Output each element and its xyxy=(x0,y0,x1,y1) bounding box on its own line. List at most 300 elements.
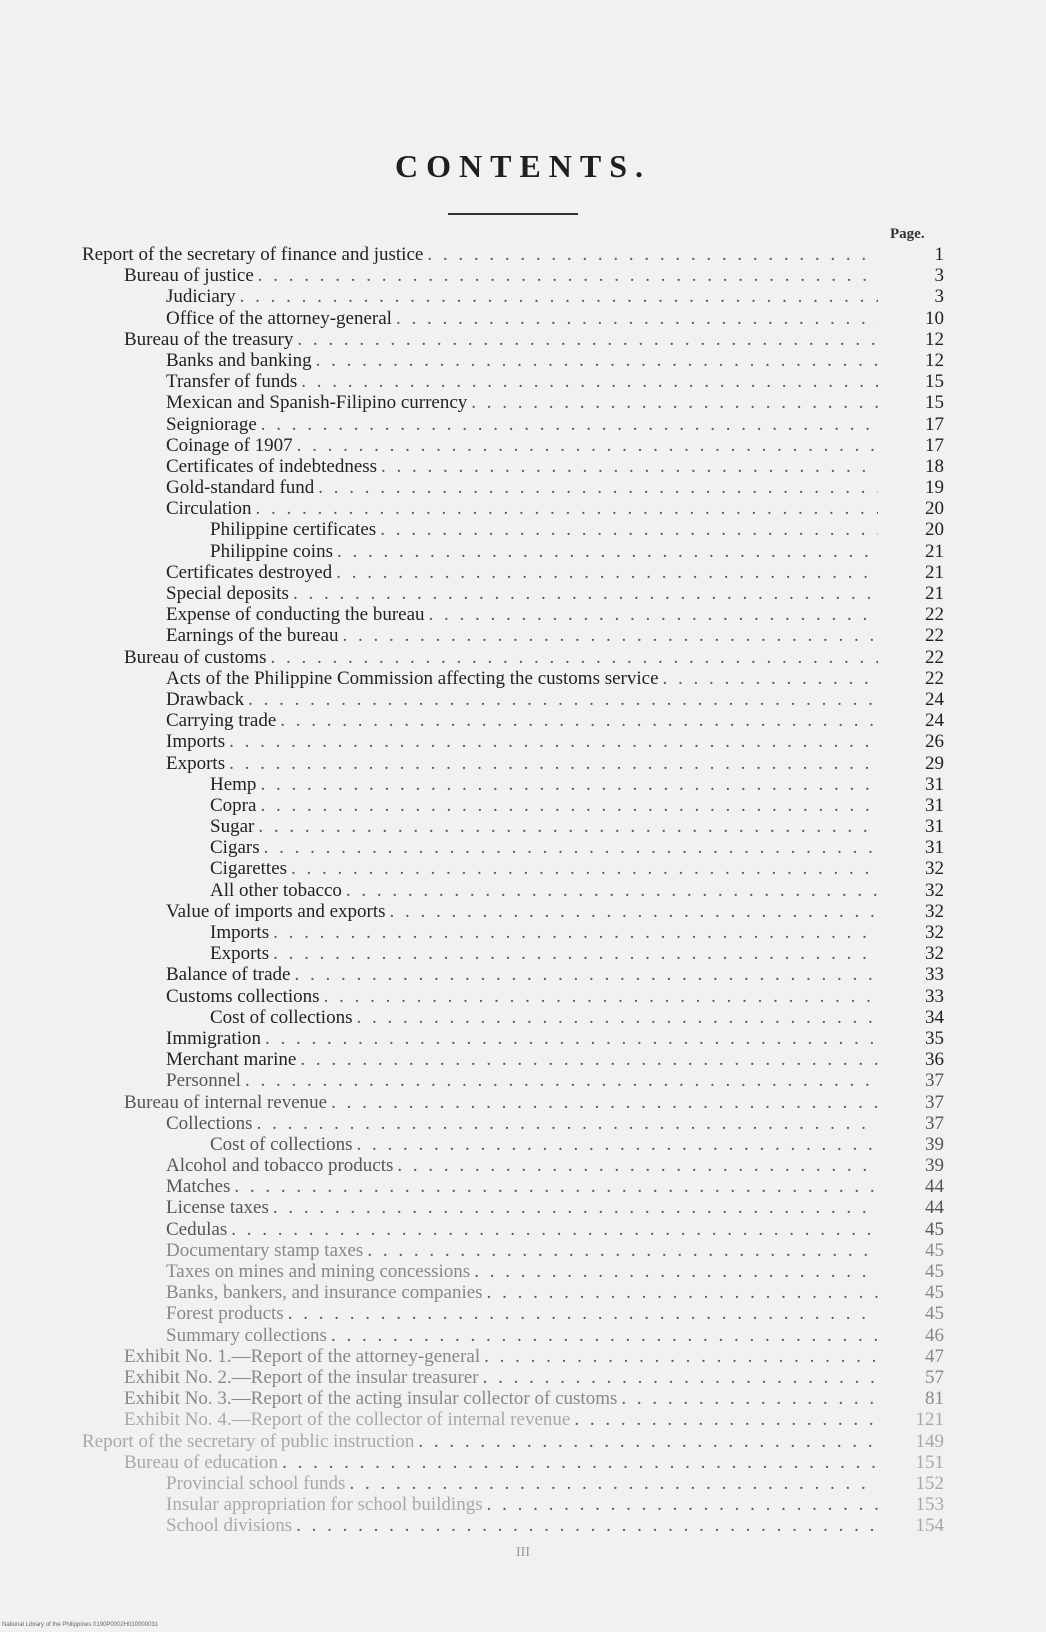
toc-entry-label: Provincial school funds xyxy=(166,1472,346,1494)
toc-entry-label: Cost of collections xyxy=(210,1006,353,1028)
toc-dot-leader xyxy=(240,286,878,307)
toc-entry-label: Carrying trade xyxy=(166,710,277,732)
toc-entry xyxy=(0,435,1046,456)
toc-dot-leader xyxy=(296,1515,878,1536)
toc-entry-label: Drawback xyxy=(166,688,245,710)
toc-dot-leader xyxy=(257,1113,878,1134)
toc-entry xyxy=(0,392,1046,413)
toc-entry-label: Documentary stamp taxes xyxy=(166,1239,364,1261)
toc-entry xyxy=(0,1197,1046,1218)
toc-entry-page-number: 45 xyxy=(925,1261,944,1282)
toc-entry-leader-line xyxy=(166,710,878,731)
toc-dot-leader xyxy=(270,647,878,668)
toc-entry-leader-line xyxy=(166,1219,878,1240)
toc-entry-leader-line xyxy=(210,837,878,858)
toc-entry-leader-line xyxy=(210,795,878,816)
toc-dot-leader xyxy=(397,1155,878,1176)
toc-entry-leader-line xyxy=(166,625,878,646)
page-title: CONTENTS. xyxy=(394,148,652,184)
table-of-contents xyxy=(0,244,1046,1536)
toc-entry-label: Cigars xyxy=(210,837,260,859)
toc-entry xyxy=(0,986,1046,1007)
toc-entry-leader-line xyxy=(210,922,878,943)
toc-dot-leader xyxy=(297,435,878,456)
toc-entry-label: Bureau of the treasury xyxy=(124,328,294,350)
toc-dot-leader xyxy=(258,265,878,286)
toc-dot-leader xyxy=(390,901,878,922)
toc-entry-label: Earnings of the bureau xyxy=(166,625,339,647)
toc-dot-leader xyxy=(288,1303,878,1324)
toc-entry-label: Acts of the Philippine Commission affecting the customs service xyxy=(166,667,659,689)
toc-entry-leader-line xyxy=(124,329,878,350)
toc-entry xyxy=(0,880,1046,901)
toc-entry-page-number: 46 xyxy=(925,1324,944,1346)
toc-entry-label: Banks, bankers, and insurance companies xyxy=(166,1282,483,1304)
toc-entry xyxy=(0,244,1046,265)
toc-entry-label: School divisions xyxy=(166,1515,293,1537)
toc-dot-leader xyxy=(427,244,878,265)
toc-entry-label: Insular appropriation for school buildings xyxy=(166,1494,483,1516)
toc-entry-page-number: 22 xyxy=(925,667,944,689)
toc-entry-leader-line xyxy=(166,414,878,435)
toc-entry xyxy=(0,456,1046,477)
toc-entry-leader-line xyxy=(210,519,878,540)
toc-entry-page-number: 12 xyxy=(925,328,944,350)
toc-dot-leader xyxy=(380,519,878,540)
toc-dot-leader xyxy=(229,731,878,752)
toc-entry-page-number: 12 xyxy=(925,349,944,371)
toc-dot-leader xyxy=(255,498,878,519)
toc-entry-leader-line xyxy=(124,265,878,286)
toc-entry-page-number: 17 xyxy=(925,413,944,435)
toc-dot-leader xyxy=(574,1409,878,1430)
toc-entry-page-number: 10 xyxy=(925,307,944,329)
toc-entry-page-number: 34 xyxy=(925,1006,944,1028)
toc-entry-leader-line xyxy=(166,1261,878,1282)
toc-entry-page-number: 21 xyxy=(925,561,944,583)
toc-dot-leader xyxy=(418,1431,878,1452)
toc-entry-leader-line xyxy=(210,1007,878,1028)
toc-entry-label: Exports xyxy=(210,943,270,965)
toc-entry xyxy=(0,1155,1046,1176)
toc-dot-leader xyxy=(297,329,878,350)
toc-entry-leader-line xyxy=(166,286,878,307)
toc-entry-label: Exhibit No. 4.—Report of the collector of internal revenue xyxy=(124,1409,571,1431)
toc-entry-leader-line xyxy=(124,1388,878,1409)
toc-entry-leader-line xyxy=(210,880,878,901)
toc-entry-page-number: 33 xyxy=(925,964,944,986)
toc-entry-label: Philippine certificates xyxy=(210,519,377,541)
toc-dot-leader xyxy=(346,880,878,901)
toc-entry-label: Sugar xyxy=(210,816,255,838)
toc-entry-label: Circulation xyxy=(166,498,252,520)
toc-entry-page-number: 24 xyxy=(925,710,944,732)
toc-entry xyxy=(0,1176,1046,1197)
toc-entry-label: Taxes on mines and mining concessions xyxy=(166,1261,471,1282)
toc-entry-leader-line xyxy=(166,1473,878,1494)
toc-dot-leader xyxy=(356,1134,878,1155)
toc-dot-leader xyxy=(260,795,878,816)
toc-entry-label: Seigniorage xyxy=(166,413,257,435)
toc-dot-leader xyxy=(229,753,878,774)
toc-entry xyxy=(0,604,1046,625)
toc-entry-label: Exports xyxy=(166,752,226,774)
toc-entry-page-number: 22 xyxy=(925,625,944,647)
toc-entry xyxy=(0,329,1046,350)
toc-entry-label: Immigration xyxy=(166,1027,261,1049)
toc-entry-label: Merchant marine xyxy=(166,1049,297,1071)
toc-entry-label: Personnel xyxy=(166,1070,241,1092)
toc-entry-label: Expense of conducting the bureau xyxy=(166,604,425,626)
toc-entry xyxy=(0,265,1046,286)
toc-entry-leader-line xyxy=(166,901,878,922)
toc-entry-label: Balance of trade xyxy=(166,964,291,986)
toc-dot-leader xyxy=(487,1494,878,1515)
toc-entry-page-number: 26 xyxy=(925,731,944,753)
toc-entry-label: Bureau of education xyxy=(124,1451,279,1473)
toc-entry-page-number: 20 xyxy=(925,519,944,541)
toc-entry xyxy=(0,1388,1046,1409)
toc-entry xyxy=(0,519,1046,540)
toc-entry-leader-line xyxy=(210,1134,878,1155)
toc-dot-leader xyxy=(258,816,878,837)
toc-entry-page-number: 32 xyxy=(925,943,944,965)
toc-entry-label: Bureau of justice xyxy=(124,265,254,287)
toc-entry-label: Exhibit No. 3.—Report of the acting insular collector of customs xyxy=(124,1388,618,1410)
toc-entry-leader-line xyxy=(166,1176,878,1197)
toc-entry-leader-line xyxy=(166,1515,878,1536)
toc-entry-label: Summary collections xyxy=(166,1324,327,1346)
toc-entry-leader-line xyxy=(124,1452,878,1473)
toc-entry xyxy=(0,1303,1046,1324)
toc-entry xyxy=(0,837,1046,858)
toc-entry xyxy=(0,668,1046,689)
toc-dot-leader xyxy=(429,604,878,625)
toc-entry-label: Forest products xyxy=(166,1303,284,1325)
toc-entry-leader-line xyxy=(210,816,878,837)
toc-entry xyxy=(0,710,1046,731)
toc-entry-leader-line xyxy=(210,858,878,879)
toc-entry xyxy=(0,1007,1046,1028)
toc-dot-leader xyxy=(301,371,878,392)
toc-entry xyxy=(0,753,1046,774)
toc-entry-leader-line xyxy=(166,477,878,498)
toc-entry-leader-line xyxy=(124,1409,878,1430)
toc-entry-label: Exhibit No. 2.—Report of the insular treasurer xyxy=(124,1366,479,1388)
toc-entry-label: Coinage of 1907 xyxy=(166,434,293,456)
toc-entry xyxy=(0,308,1046,329)
toc-entry xyxy=(0,477,1046,498)
toc-dot-leader xyxy=(331,1092,878,1113)
toc-entry-page-number: 24 xyxy=(925,688,944,710)
toc-entry xyxy=(0,498,1046,519)
toc-dot-leader xyxy=(483,1367,878,1388)
toc-entry-page-number: 121 xyxy=(915,1409,944,1431)
toc-dot-leader xyxy=(349,1473,878,1494)
toc-dot-leader xyxy=(280,710,878,731)
toc-entry-leader-line xyxy=(82,244,878,265)
toc-entry-page-number: 35 xyxy=(925,1027,944,1049)
toc-entry-leader-line xyxy=(166,1325,878,1346)
toc-entry-leader-line xyxy=(166,668,878,689)
toc-entry xyxy=(0,1325,1046,1346)
toc-entry xyxy=(0,1431,1046,1452)
toc-entry-page-number: 32 xyxy=(925,922,944,943)
toc-entry xyxy=(0,795,1046,816)
toc-entry-label: Transfer of funds xyxy=(166,371,298,393)
toc-entry-label: Customs collections xyxy=(166,985,320,1007)
toc-entry-leader-line xyxy=(210,774,878,795)
toc-entry-leader-line xyxy=(166,1240,878,1261)
toc-entry-label: Copra xyxy=(210,794,257,816)
toc-dot-leader xyxy=(471,392,878,413)
toc-dot-leader xyxy=(396,308,878,329)
toc-entry xyxy=(0,731,1046,752)
toc-entry-label: Exhibit No. 1.—Report of the attorney-general xyxy=(124,1345,481,1367)
toc-entry-page-number: 18 xyxy=(925,455,944,477)
toc-entry-label: Special deposits xyxy=(166,583,289,604)
toc-entry-page-number: 44 xyxy=(925,1197,944,1219)
toc-entry xyxy=(0,901,1046,922)
toc-entry-leader-line xyxy=(166,1494,878,1515)
toc-entry-leader-line xyxy=(166,583,878,604)
toc-dot-leader xyxy=(273,922,878,943)
toc-entry xyxy=(0,943,1046,964)
toc-entry xyxy=(0,1134,1046,1155)
toc-entry-page-number: 152 xyxy=(915,1472,944,1494)
toc-entry-page-number: 153 xyxy=(915,1494,944,1516)
toc-entry xyxy=(0,1070,1046,1091)
toc-entry-label: All other tobacco xyxy=(210,879,342,901)
toc-entry-label: Imports xyxy=(166,731,226,753)
toc-entry-leader-line xyxy=(166,604,878,625)
toc-entry xyxy=(0,1409,1046,1430)
toc-dot-leader xyxy=(293,583,878,604)
toc-entry xyxy=(0,1367,1046,1388)
toc-entry xyxy=(0,583,1046,604)
toc-dot-leader xyxy=(231,1219,878,1240)
toc-entry-leader-line xyxy=(166,1070,878,1091)
toc-entry-leader-line xyxy=(166,689,878,710)
toc-entry-page-number: 32 xyxy=(925,879,944,901)
toc-entry xyxy=(0,964,1046,985)
toc-entry-leader-line xyxy=(166,964,878,985)
toc-entry-page-number: 31 xyxy=(925,837,944,859)
toc-entry-label: Certificates destroyed xyxy=(166,561,333,583)
toc-entry-page-number: 22 xyxy=(925,604,944,626)
toc-entry-label: Mexican and Spanish-Filipino currency xyxy=(166,392,468,414)
toc-entry xyxy=(0,1113,1046,1134)
toc-dot-leader xyxy=(663,668,878,689)
toc-entry-leader-line xyxy=(166,392,878,413)
toc-entry-page-number: 39 xyxy=(925,1155,944,1177)
page-column-header: Page. xyxy=(890,226,925,242)
toc-entry xyxy=(0,350,1046,371)
toc-entry-label: Imports xyxy=(210,922,270,943)
toc-entry-page-number: 15 xyxy=(925,392,944,414)
toc-entry-label: Cigarettes xyxy=(210,858,288,880)
toc-entry-page-number: 1 xyxy=(934,244,944,265)
toc-entry-page-number: 15 xyxy=(925,371,944,393)
toc-entry-label: Hemp xyxy=(210,773,257,795)
toc-dot-leader xyxy=(318,477,878,498)
toc-dot-leader xyxy=(245,1070,878,1091)
toc-dot-leader xyxy=(484,1346,878,1367)
toc-dot-leader xyxy=(356,1007,878,1028)
toc-dot-leader xyxy=(273,943,878,964)
toc-dot-leader xyxy=(264,837,878,858)
toc-entry-page-number: 44 xyxy=(925,1176,944,1198)
toc-dot-leader xyxy=(234,1176,878,1197)
toc-entry xyxy=(0,1282,1046,1303)
toc-entry-label: Bureau of internal revenue xyxy=(124,1091,328,1113)
toc-entry xyxy=(0,625,1046,646)
toc-dot-leader xyxy=(291,858,878,879)
toc-entry-leader-line xyxy=(124,1092,878,1113)
toc-entry-label: Bureau of customs xyxy=(124,646,267,668)
toc-dot-leader xyxy=(294,964,878,985)
toc-entry-leader-line xyxy=(166,308,878,329)
toc-entry-page-number: 32 xyxy=(925,858,944,880)
footer-imprint: National Library of the Philippines 0190P0002H010000031 xyxy=(2,1622,159,1628)
toc-entry xyxy=(0,1219,1046,1240)
toc-entry-page-number: 151 xyxy=(915,1451,944,1473)
toc-entry-label: Cedulas xyxy=(166,1218,228,1240)
toc-entry-page-number: 33 xyxy=(925,985,944,1007)
toc-entry-leader-line xyxy=(124,647,878,668)
toc-entry-page-number: 17 xyxy=(925,434,944,456)
toc-entry-label: Alcohol and tobacco products xyxy=(166,1155,394,1177)
toc-entry-leader-line xyxy=(166,753,878,774)
toc-entry-label: Report of the secretary of finance and justice xyxy=(82,244,424,265)
toc-entry xyxy=(0,1515,1046,1536)
toc-entry-leader-line xyxy=(166,986,878,1007)
toc-entry-label: Philippine coins xyxy=(210,540,333,562)
toc-dot-leader xyxy=(248,689,878,710)
toc-dot-leader xyxy=(474,1261,878,1282)
toc-dot-leader xyxy=(316,350,878,371)
title-rule xyxy=(448,213,578,215)
toc-entry xyxy=(0,1028,1046,1049)
toc-dot-leader xyxy=(367,1240,878,1261)
toc-entry-leader-line xyxy=(166,731,878,752)
toc-entry-page-number: 21 xyxy=(925,540,944,562)
toc-entry xyxy=(0,816,1046,837)
toc-entry xyxy=(0,1346,1046,1367)
toc-entry-leader-line xyxy=(166,1282,878,1303)
toc-entry-leader-line xyxy=(166,1197,878,1218)
toc-entry-page-number: 20 xyxy=(925,498,944,520)
toc-dot-leader xyxy=(324,986,878,1007)
toc-entry xyxy=(0,1473,1046,1494)
toc-entry-page-number: 31 xyxy=(925,794,944,816)
toc-dot-leader xyxy=(273,1197,878,1218)
toc-entry xyxy=(0,562,1046,583)
toc-entry-label: Report of the secretary of public instruction xyxy=(82,1430,415,1452)
toc-entry-leader-line xyxy=(124,1346,878,1367)
toc-entry-leader-line xyxy=(210,541,878,562)
toc-entry-label: Certificates of indebtedness xyxy=(166,455,378,477)
toc-entry-page-number: 19 xyxy=(925,477,944,499)
toc-dot-leader xyxy=(381,456,878,477)
toc-entry xyxy=(0,371,1046,392)
toc-entry-page-number: 39 xyxy=(925,1133,944,1155)
page-folio: III xyxy=(516,1545,530,1560)
toc-entry-page-number: 3 xyxy=(934,286,944,308)
toc-entry xyxy=(0,1092,1046,1113)
toc-entry xyxy=(0,1261,1046,1282)
toc-entry-leader-line xyxy=(166,1303,878,1324)
toc-entry-page-number: 154 xyxy=(915,1515,944,1537)
toc-entry xyxy=(0,541,1046,562)
toc-entry-page-number: 45 xyxy=(925,1303,944,1325)
toc-entry xyxy=(0,1240,1046,1261)
toc-entry-leader-line xyxy=(166,562,878,583)
toc-entry-page-number: 31 xyxy=(925,773,944,795)
toc-dot-leader xyxy=(343,625,878,646)
toc-entry xyxy=(0,1049,1046,1070)
toc-dot-leader xyxy=(487,1282,878,1303)
toc-entry-leader-line xyxy=(166,1113,878,1134)
toc-entry-page-number: 32 xyxy=(925,900,944,922)
toc-entry-label: Office of the attorney-general xyxy=(166,307,392,329)
toc-entry-leader-line xyxy=(166,350,878,371)
toc-entry-leader-line xyxy=(82,1431,878,1452)
toc-entry-label: Banks and banking xyxy=(166,349,312,371)
toc-entry-leader-line xyxy=(166,1155,878,1176)
toc-dot-leader xyxy=(621,1388,878,1409)
toc-dot-leader xyxy=(260,774,878,795)
toc-entry-label: Matches xyxy=(166,1176,231,1198)
toc-entry xyxy=(0,858,1046,879)
toc-entry xyxy=(0,647,1046,668)
toc-entry-page-number: 29 xyxy=(925,752,944,774)
toc-entry xyxy=(0,1494,1046,1515)
toc-entry xyxy=(0,689,1046,710)
toc-entry-label: Cost of collections xyxy=(210,1133,353,1155)
toc-entry xyxy=(0,414,1046,435)
toc-entry-page-number: 45 xyxy=(925,1239,944,1261)
toc-entry xyxy=(0,1452,1046,1473)
toc-entry-page-number: 3 xyxy=(934,265,944,287)
toc-entry-label: License taxes xyxy=(166,1197,269,1219)
toc-entry-label: Value of imports and exports xyxy=(166,900,386,922)
toc-entry-leader-line xyxy=(166,498,878,519)
toc-entry-page-number: 45 xyxy=(925,1282,944,1304)
toc-dot-leader xyxy=(337,541,878,562)
toc-entry-page-number: 37 xyxy=(925,1112,944,1134)
toc-entry-label: Gold-standard fund xyxy=(166,477,315,499)
toc-dot-leader xyxy=(300,1049,878,1070)
toc-entry-page-number: 37 xyxy=(925,1070,944,1092)
toc-entry-page-number: 45 xyxy=(925,1218,944,1240)
toc-dot-leader xyxy=(282,1452,878,1473)
toc-entry xyxy=(0,774,1046,795)
toc-entry-label: Judiciary xyxy=(166,286,236,308)
toc-dot-leader xyxy=(265,1028,878,1049)
toc-entry-page-number: 31 xyxy=(925,816,944,838)
toc-entry-label: Collections xyxy=(166,1112,253,1134)
toc-dot-leader xyxy=(261,414,878,435)
toc-dot-leader xyxy=(336,562,878,583)
toc-entry-page-number: 149 xyxy=(915,1430,944,1452)
toc-entry-page-number: 47 xyxy=(925,1345,944,1367)
toc-entry-leader-line xyxy=(166,456,878,477)
toc-entry-page-number: 37 xyxy=(925,1091,944,1113)
toc-entry-page-number: 36 xyxy=(925,1049,944,1071)
toc-entry-leader-line xyxy=(166,435,878,456)
toc-dot-leader xyxy=(331,1325,878,1346)
